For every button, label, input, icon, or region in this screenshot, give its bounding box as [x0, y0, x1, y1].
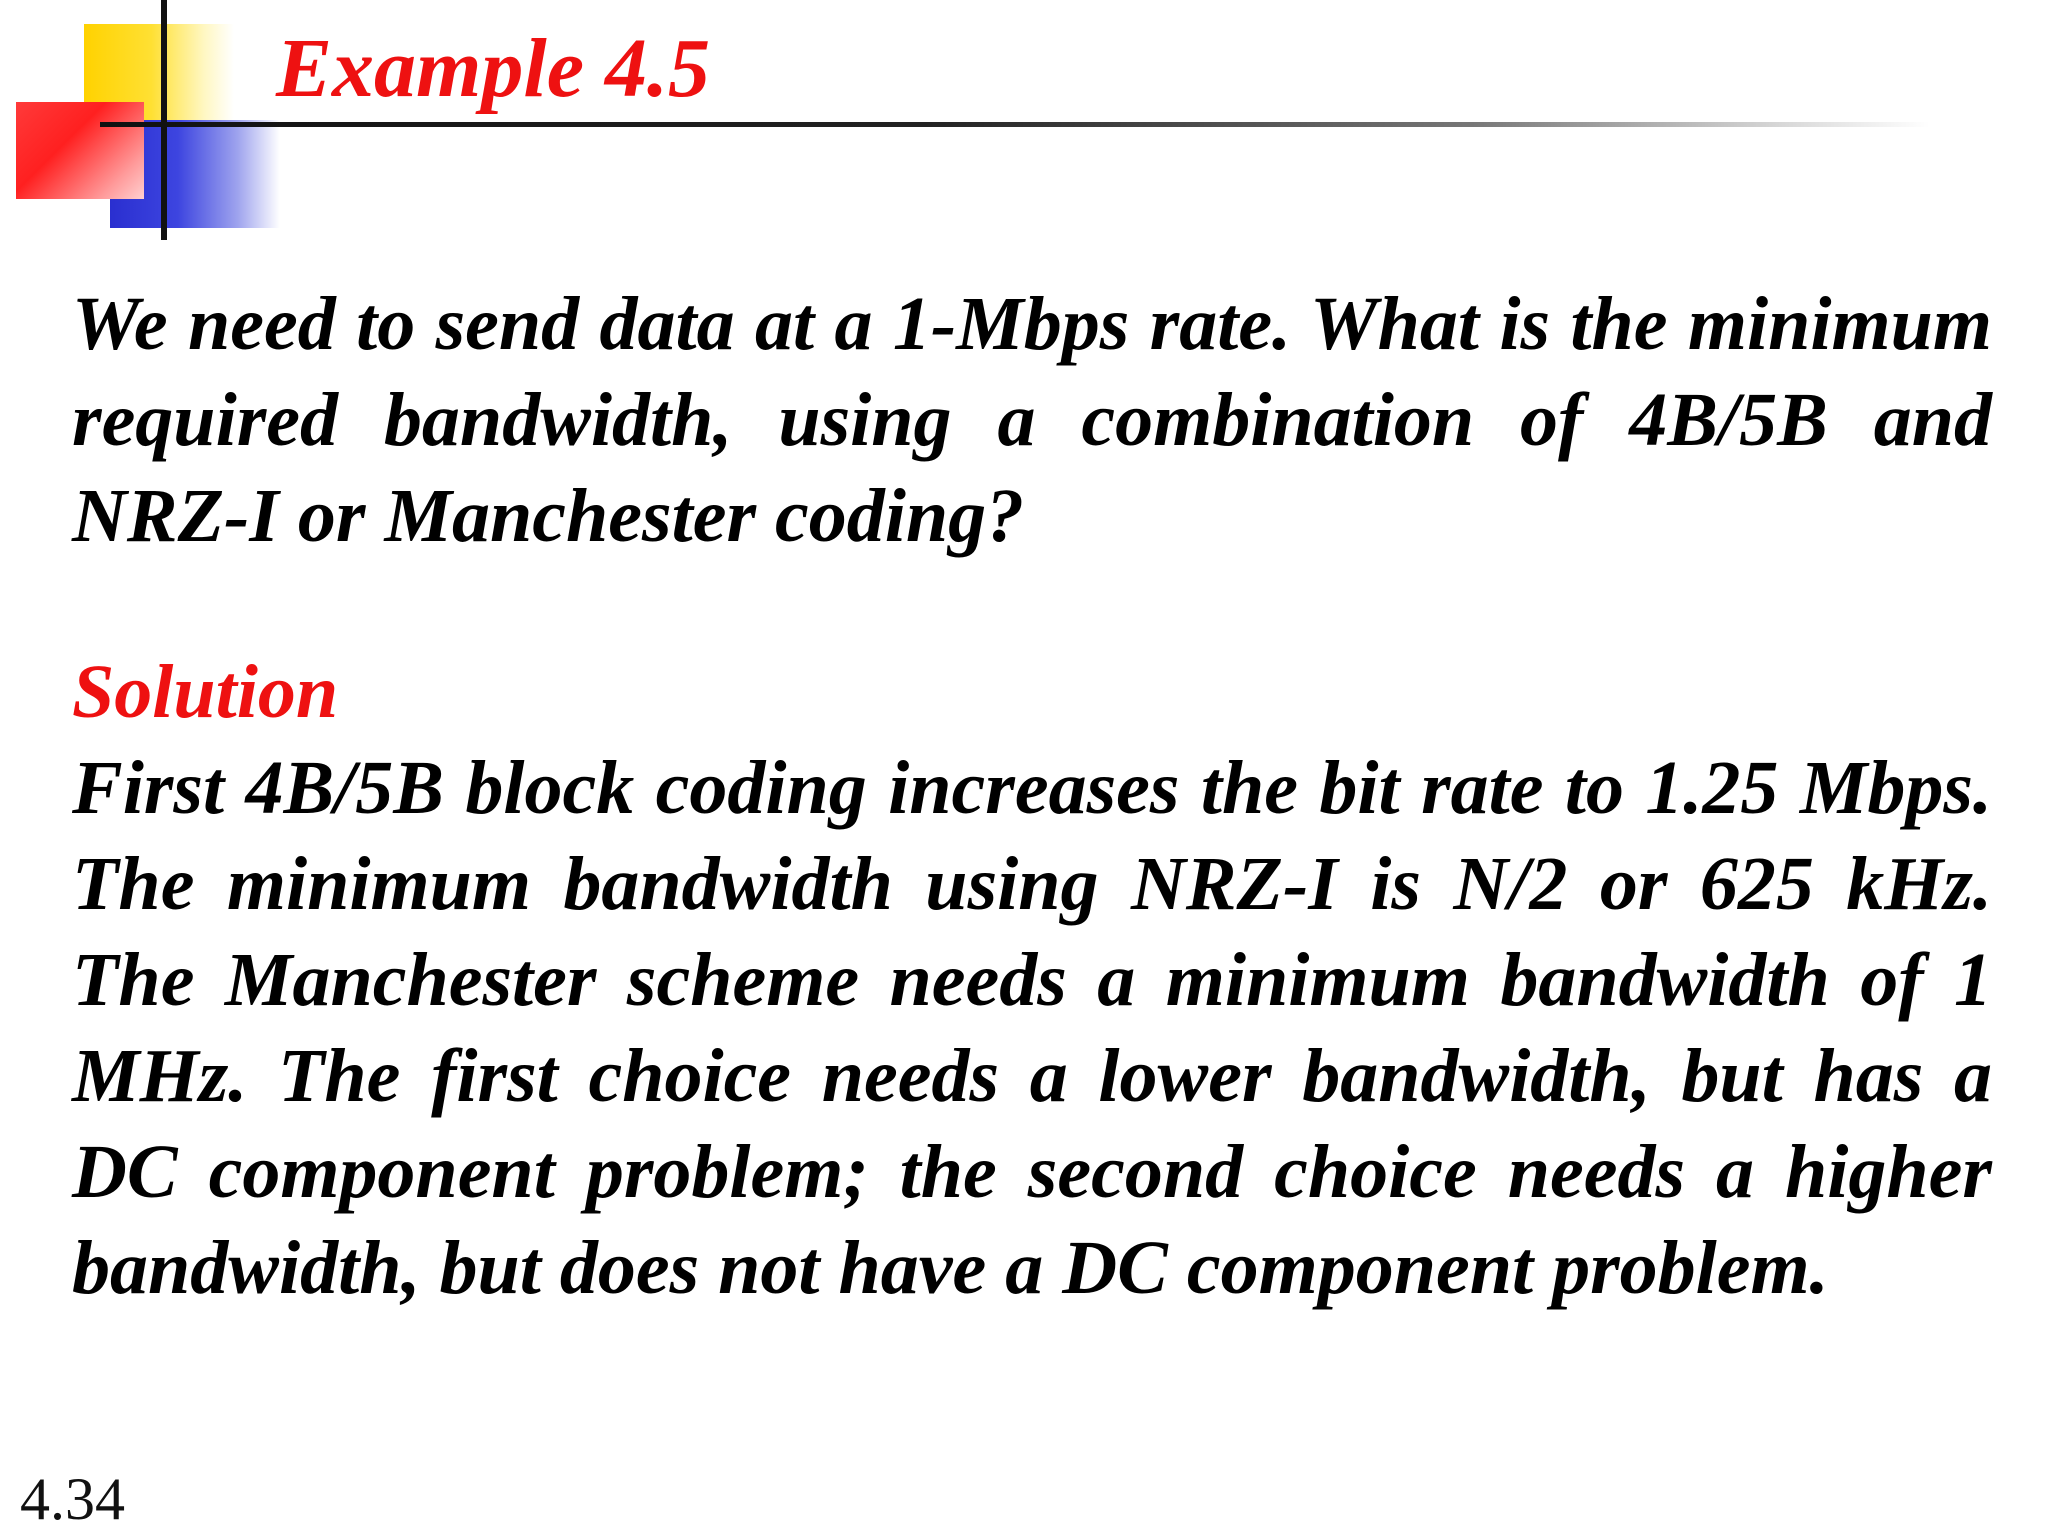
decor-red-block	[16, 102, 144, 199]
decor-vertical-line	[161, 0, 167, 240]
question-text: We need to send data at a 1-Mbps rate. What is the minimum required bandwidth, using a combination of 4B/5B and NRZ-I or Manchester coding?	[72, 282, 1992, 558]
page-number: 4.34	[20, 1466, 125, 1532]
solution-text: First 4B/5B block coding increases the bit rate to 1.25 Mbps. The minimum bandwidth using NRZ-I is N/2 or 625 kHz. The Manchester scheme needs a minimum bandwidth of 1 MHz. The first choice needs a lower bandwidth, but has a DC component problem; the second choice needs a higher bandwidth, but does not have a DC component problem.	[72, 746, 1992, 1310]
solution-heading: Solution	[72, 650, 339, 734]
title-underline	[100, 122, 1930, 127]
slide-title: Example 4.5	[276, 22, 710, 115]
